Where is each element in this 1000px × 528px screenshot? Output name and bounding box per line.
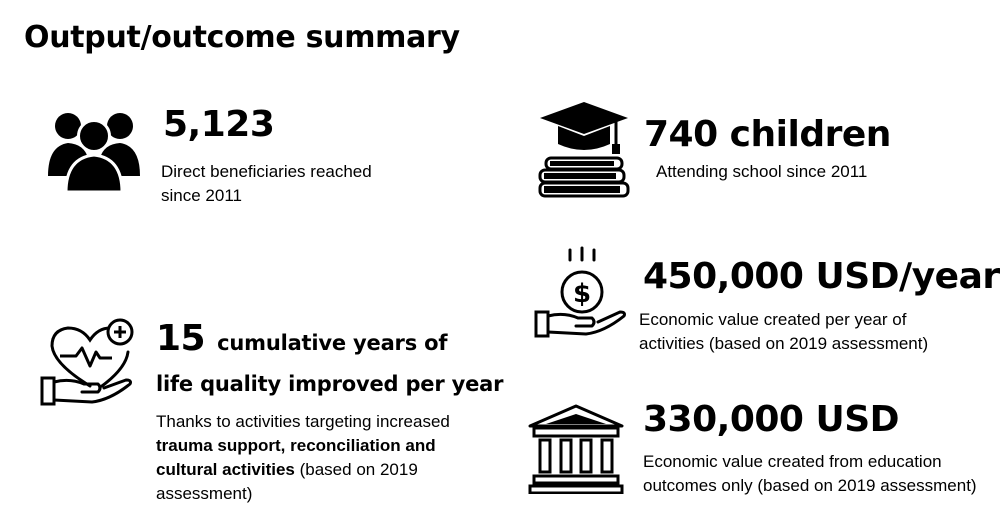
education-value: 330,000 USD — [643, 399, 900, 440]
life-quality-value: 15 — [156, 318, 206, 359]
graduation-cap-books-icon — [536, 100, 632, 200]
svg-text:$: $ — [572, 279, 592, 309]
economic-year-desc-line2: activities (based on 2019 assessment) — [639, 334, 929, 353]
life-quality-value-line — [156, 318, 447, 359]
education-value-desc-line1: Economic value created from education — [643, 452, 942, 471]
education-value-desc-line2: outcomes only (based on 2019 assessment) — [643, 476, 977, 495]
children-value: 740 children — [644, 114, 891, 155]
money-hand-icon — [534, 246, 630, 338]
economic-year-desc-line1: Economic value created per year of — [639, 310, 907, 329]
beneficiaries-value: 5,123 — [163, 104, 275, 145]
life-quality-value-suffix: cumulative years of — [217, 331, 448, 355]
life-quality-desc-line2: trauma support, reconciliation and — [156, 436, 436, 455]
economic-year-description — [639, 308, 928, 356]
children-description: Attending school since 2011 — [656, 162, 868, 181]
people-group-icon — [46, 106, 142, 192]
beneficiaries-description — [161, 160, 372, 208]
life-quality-desc-line3-rest: (based on 2019 — [294, 460, 418, 479]
life-quality-desc-line4: assessment) — [156, 484, 253, 503]
beneficiaries-desc-line1: Direct beneficiaries reached — [161, 162, 372, 181]
page-title: Output/outcome summary — [24, 20, 460, 55]
life-quality-value-line2: life quality improved per year — [156, 372, 504, 396]
economic-year-value: 450,000 USD/year — [643, 256, 1000, 297]
education-value-description — [643, 450, 977, 498]
bank-building-icon — [528, 404, 624, 494]
heart-health-hand-icon — [40, 316, 140, 412]
life-quality-desc-line1: Thanks to activities targeting increased — [156, 412, 450, 431]
life-quality-description — [156, 410, 450, 506]
life-quality-desc-line3-bold: cultural activities — [156, 460, 295, 479]
beneficiaries-desc-line2: since 2011 — [161, 186, 242, 205]
